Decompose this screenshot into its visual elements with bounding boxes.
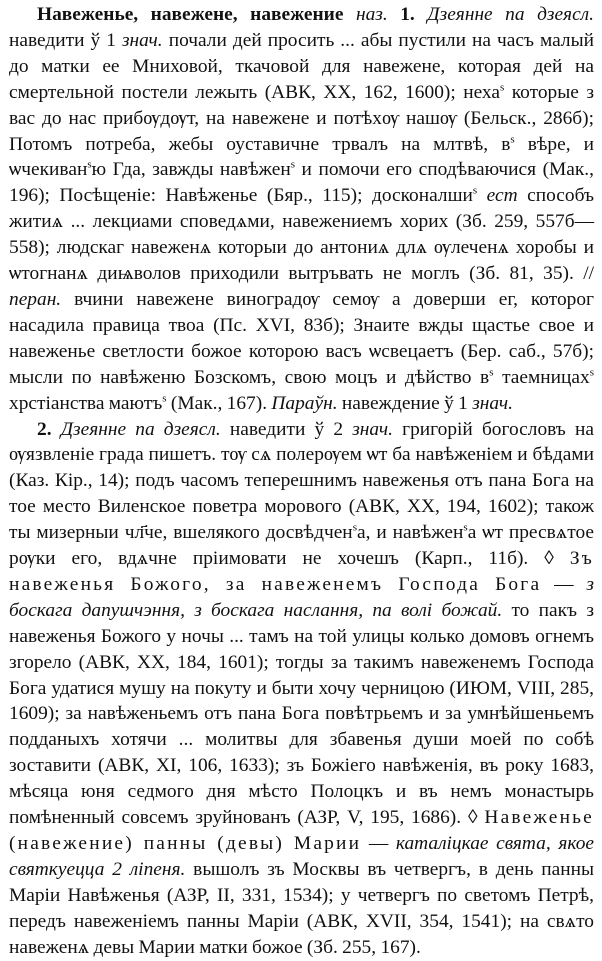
entry-text [343, 4, 356, 25]
superscript-mark: s [489, 366, 494, 379]
headword-text: Навеженье, навежене, навежение [37, 4, 344, 25]
entry-text: которые з вас до нас прибѹдѹт, на навежене и потѣхѹ нашѹ (Бельск., 286б); Потомъ потреба, жебы оуставичне трвалъ на млтвѣ, в [9, 81, 594, 155]
entry-text [477, 185, 487, 206]
grammar-label: Дзеянне па дзеясл. [60, 418, 221, 440]
superscript-mark: s [472, 184, 478, 197]
grammar-label: знач. [472, 392, 513, 414]
grammar-label: Параўн. [271, 392, 338, 414]
superscript-mark: s [463, 521, 468, 534]
entry-text: — [541, 573, 587, 595]
headword-text: 1. [400, 4, 415, 25]
entry-text: а ѡт пресвѧтое рѹки его, вдѧчне пріимовати не хочешъ (Карп., 11б). ◊ [9, 522, 594, 570]
entry-text: хрстіанства маютъ [9, 392, 163, 414]
entry-text: а, и навѣжен [356, 522, 464, 544]
grammar-label: з боскага дапушчэння, з боскага наслання, па волі божай. [9, 573, 594, 621]
entry-text: наведити ў 1 [9, 29, 122, 51]
superscript-mark: s [499, 81, 505, 94]
headword-text: 2. [37, 418, 52, 440]
entry-text: (Мак., 167). [166, 392, 272, 414]
superscript-mark: s [162, 392, 167, 405]
entry-text: почали дей просить ... абы пустили на часъ малый до матки ее Мниховой, ткачовой для навежене, которая дей на смертельной постели лежыть (АВК, XX, 162, 1600); неха [9, 29, 595, 103]
phrase-text: Зъ навеженья Божого, за навеженемъ Господа Бога [9, 548, 594, 595]
grammar-label: наз. [355, 4, 388, 25]
entry-text: григорій богословъ на ѹязвленіе града пишетъ. тѹ сѧ полерѹем ѡт ба навѣженіем и бѣдами (Каз. Кір., 14); подъ часомъ теперешнимъ навеженья отъ пана Бога на тое место Виленское повeтра морового (АВК, XX, 194, 1602); також ты мизерныи чл҃че, вшелякого досвѣдчен [9, 418, 594, 544]
entry-text: навеждение ў 1 [337, 392, 473, 414]
entry-text [388, 4, 401, 25]
superscript-mark: s [87, 158, 92, 171]
grammar-label: каталіцкае свята, якое святкуецца 2 ліпеня. [9, 833, 594, 880]
grammar-label: знач. [352, 418, 393, 440]
entry-text: — [361, 833, 396, 854]
entry-text [52, 419, 61, 440]
grammar-label: Дзеянне па дзеясл. [427, 4, 594, 25]
grammar-label: знач. [121, 29, 163, 51]
entry-sense-2 [9, 417, 594, 961]
superscript-mark: s [352, 521, 357, 534]
superscript-mark: s [510, 133, 515, 146]
entry-text: вчини навежене виноградѹ семѹ а доверши ег, которог насадила правица твоа (Пс. XVI, 83б); Знаите вжды щастье свое и навеженье светлости божое которою васъ ѡсвецаетъ (Бер. саб., 57б); мысли по навѣженю Бозскомъ, свою моцъ и дѣйство в [9, 288, 594, 388]
entry-text: и помочи его сподѣваючися (Мак., 196); Посѣщеніе: Навѣженье (Бяр., 115); досконалши [9, 159, 594, 207]
entry-text: таемницах [493, 366, 590, 388]
entry-text: ю Гда, завжды навѣжен [91, 159, 291, 181]
entry-sense-1 [9, 2, 594, 417]
entry-text: вышолъ зъ Москвы въ четвергъ, в день панны Маріи Навѣженья (АЗР, II, 331, 1534); у четвергъ по светомъ Петрѣ, передъ навеженіемъ панны Маріи (АВК, XVII, 354, 1541); на свѧто навеженѧ девы Марии матки божое (Зб. 255, 167). [9, 858, 594, 958]
grammar-label: перан. [9, 288, 62, 310]
entry-text [415, 4, 428, 25]
entry-text: вѣре, и ѡчекиван [9, 133, 595, 181]
entry-text: наведити ў 2 [220, 418, 353, 440]
superscript-mark: s [589, 366, 594, 379]
entry-text: то пакъ з навеженья Божого у ночы ... тамъ на той улицы колько домовъ огнемъ згорело (АВК, XX, 184, 1601); тогды за такимъ навеженемъ Господа Бога удатися мушу на покуту и быти хочу черницою (ИЮМ, VIII, 285, 1609); за навѣженьемъ отъ пана Бога повѣтрьемъ и за умнѣйшеньемъ подданыхъ хотячи ... молитвы для збавенья души моей по собѣ зоставити (АВК, XI, 106, 1633); зъ Божіего навѣженія, въ року 1683, мѣсяца юня седмого дня мѣсто Полоцкъ и въ немъ монастырь помѣненный совсемъ зруйнованъ (АЗР, V, 195, 1686). ◊ [9, 599, 594, 829]
superscript-mark: s [290, 158, 296, 171]
grammar-label: ест [486, 185, 518, 207]
phrase-text: Навеженье (навежение) панны (девы) Марии [9, 807, 594, 854]
entry-text: способъ житиѧ ... лекциами споведѧми, навежениемъ хорих (Зб. 259, 557б—558); людскаг навеженѧ которыи до антониѧ длѧ ѹлеченѧ хоробы и ѡтогнанѧ диѩволов приходили вытръвать не моглъ (Зб. 81, 35). // [9, 185, 594, 285]
